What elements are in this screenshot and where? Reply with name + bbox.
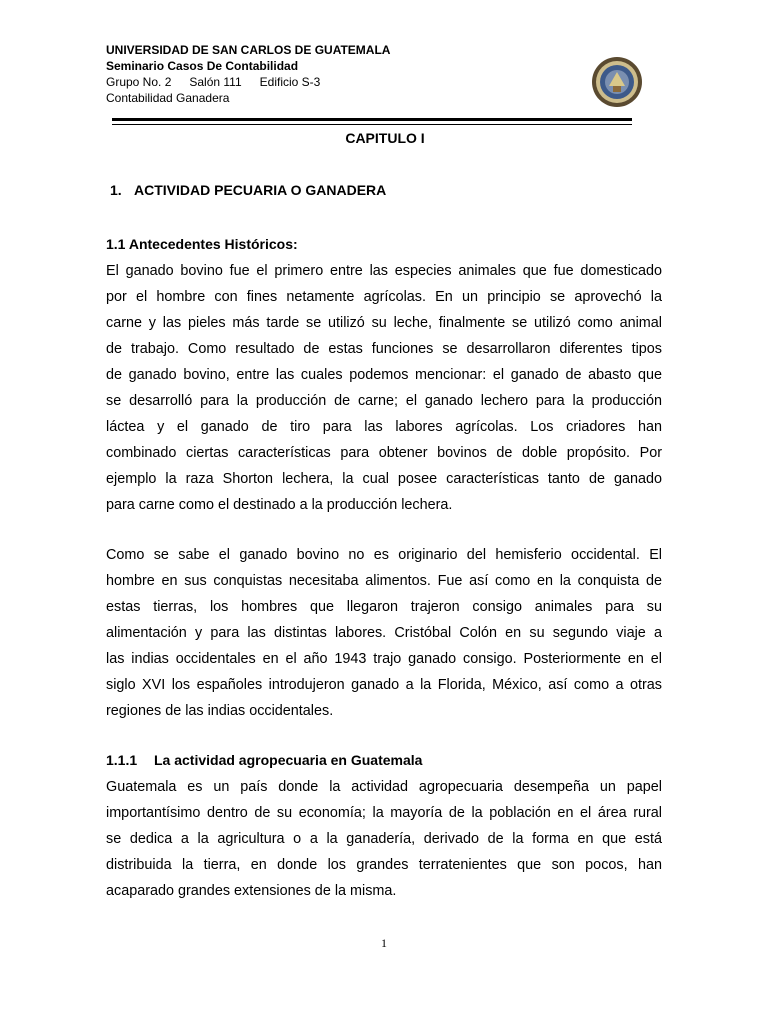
building-name: Edificio S-3 [259,75,321,89]
text-line: se dedica a la agricultura o a la ganadería, derivado de la forma en que está [106,831,662,847]
chapter-title: CAPITULO I [345,130,425,146]
text-line: distribuida la tierra, en donde los grandes terratenientes que son pocos, han [106,857,662,873]
seminar-name: Seminario Casos De Contabilidad [106,59,299,73]
subject-name: Contabilidad Ganadera [106,91,230,105]
section-title: ACTIVIDAD PECUARIA O GANADERA [134,182,387,198]
text-line: acaparado grandes extensiones de la misma. [106,883,397,899]
paragraph-guatemala [106,774,662,904]
text-line: láctea y el ganado de tiro para las labores agrícolas. Los criadores han [106,419,662,435]
university-name: UNIVERSIDAD DE SAN CARLOS DE GUATEMALA [106,43,391,57]
text-line: alimentación y para las distintas labores. Cristóbal Colón en su segundo viaje a [106,625,662,641]
subsection-heading: 1.1 Antecedentes Históricos: [106,236,298,252]
text-line: las indias occidentales en el año 1943 trajo ganado consigo. Posteriormente en el [106,651,662,667]
subsection-number: 1.1.1 [106,752,138,768]
paragraph-origin [106,542,662,724]
text-line: hombre en sus conquistas necesitaba alimentos. Fue así como en la conquista de [106,573,662,589]
text-line: carne y las pieles más tarde se utilizó su leche, finalmente se utilizó como animal [106,315,662,331]
university-seal-icon [591,56,643,108]
header-rule-thick [112,118,632,121]
text-line: para carne como el destinado a la producción lechera. [106,497,453,513]
section-heading [110,182,386,198]
text-line: se desarrolló para la producción de carne; el ganado lechero para la producción [106,393,662,409]
paragraph-historical-background [106,258,662,518]
group-number: Grupo No. 2 [106,75,172,89]
text-line: importantísimo dentro de su economía; la mayoría de la población en el área rural [106,805,662,821]
document-header [106,42,586,106]
text-line: de trabajo. Como resultado de estas funciones se desarrollaron diferentes tipos [106,341,662,357]
text-line: por el hombre con fines netamente agrícolas. En un principio se aprovechó la [106,289,662,305]
text-line: Guatemala es un país donde la actividad agropecuaria desempeña un papel [106,779,662,795]
text-line: Como se sabe el ganado bovino no es originario del hemisferio occidental. El [106,547,662,563]
text-line: ejemplo la raza Shorton lechera, la cual posee características tanto de ganado [106,471,662,487]
group-info [106,74,586,90]
header-rule-thin [112,124,632,125]
text-line: de ganado bovino, entre las cuales podemos mencionar: el ganado de abasto que [106,367,662,383]
subsection-heading-guatemala [106,752,422,768]
text-line: regiones de las indias occidentales. [106,703,334,719]
page-number: 1 [381,936,387,950]
text-line: estas tierras, los hombres que llegaron trajeron consigo animales para su [106,599,662,615]
text-line: El ganado bovino fue el primero entre las especies animales que fue domesticado [106,263,662,279]
section-number: 1. [110,182,122,198]
room-number: Salón 111 [189,75,242,89]
subsection-title: La actividad agropecuaria en Guatemala [154,752,423,768]
text-line: combinado ciertas características para obtener bovinos de doble propósito. Por [106,445,662,461]
text-line: siglo XVI los españoles introdujeron ganado a la Florida, México, así como a otras [106,677,662,693]
